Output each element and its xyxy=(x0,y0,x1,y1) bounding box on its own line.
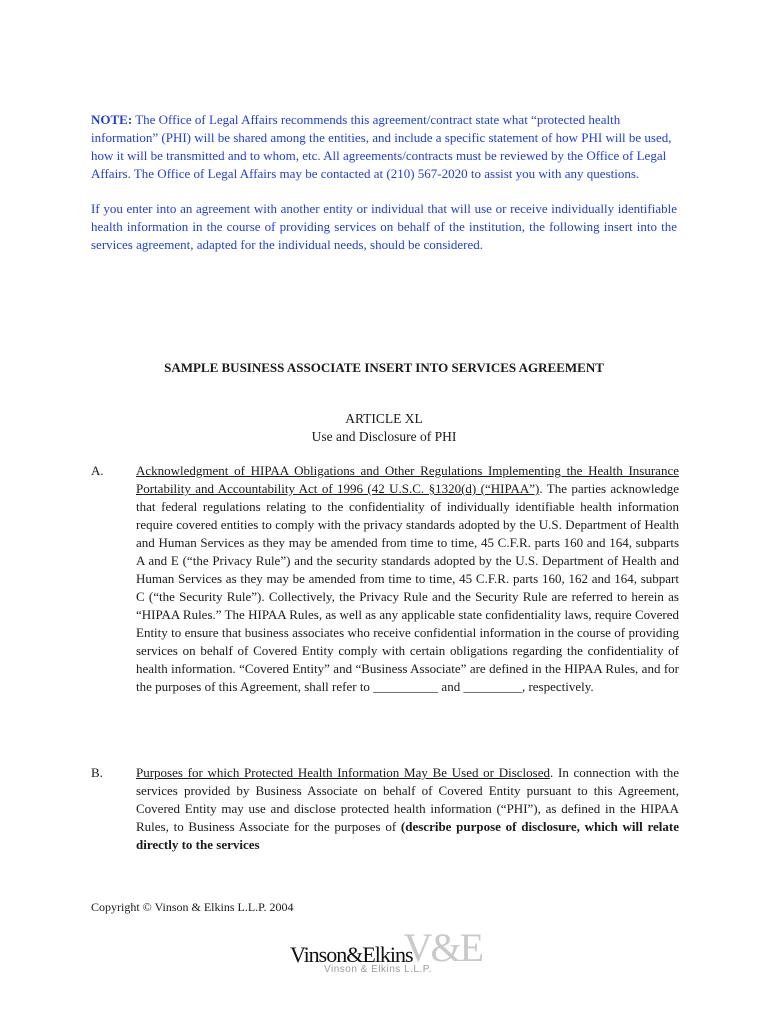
logo-watermark: V&E xyxy=(403,925,482,970)
note-label: NOTE: xyxy=(91,112,133,127)
section-b-letter: B. xyxy=(91,765,103,780)
section-b-body: Purposes for which Protected Health Information May Be Used or Disclosed. In connection with the services provided by Business Associate on behalf of Covered Entity pursuant to this Agreement, Covered Entity may use and disclose protected health information (“PHI”), as defined in the HIPAA Rules, to Business Associate for the purposes of (describe purpose of disclosure, which will relate directly to the services xyxy=(136,765,680,852)
section-b xyxy=(91,764,679,854)
note-paragraph-2: If you enter into an agreement with another entity or individual that will use or receive individually identifiable health information in the course of providing services on behalf of the institution, the following insert into the services agreement, adapted for the individual needs, should be considered. xyxy=(91,201,677,252)
legal-note xyxy=(91,111,677,254)
note-text: The Office of Legal Affairs recommends this agreement/contract state what “protected health information” (PHI) will be shared among the entities, and include a specific statement of how PHI will be used, how it will be transmitted and to whom, etc. All agreements/contracts must be reviewed by the Office of Legal Affairs. The Office of Legal Affairs may be contacted at (210) 567-2020 to assist you with any questions. xyxy=(91,112,672,181)
copyright-notice: Copyright © Vinson & Elkins L.L.P. 2004 xyxy=(91,900,294,914)
article-header xyxy=(91,410,677,446)
logo-name: Vinson&Elkins xyxy=(290,942,413,967)
logo-subtitle: Vinson & Elkins L.L.P. xyxy=(324,964,432,975)
note-paragraph xyxy=(91,111,677,183)
section-a-letter: A. xyxy=(91,463,104,478)
article-number: ARTICLE XL xyxy=(345,411,423,426)
section-a-text: The parties acknowledge that federal regulations relating to the confidentiality of individually identifiable health information require covered entities to comply with the privacy standards adopted by the U.S. Department of Health and Human Services as they may be amended from time to time, 45 C.F.R. parts 160 and 164, subparts A and E (“the Privacy Rule”) and the security standards adopted by the U.S. Department of Health and Human Services as they may be amended from time to time, 45 C.F.R. parts 160, 162 and 164, subpart C (“the Security Rule”). Collectively, the Privacy Rule and the Security Rule are referred to herein as “HIPAA Rules.” The HIPAA Rules, as well as any applicable state confidentiality laws, require Covered Entity to ensure that business associates who receive confidential information in the course of providing services on behalf of Covered Entity comply with certain obligations regarding the confidentiality of health information. “Covered Entity” and “Business Associate” are defined in the HIPAA Rules, and for the purposes of this Agreement, shall refer to __________ and _________, respectively. xyxy=(136,481,679,694)
article-title: Use and Disclosure of PHI xyxy=(311,429,457,444)
firm-logo xyxy=(290,925,490,978)
document-title: SAMPLE BUSINESS ASSOCIATE INSERT INTO SERVICES AGREEMENT xyxy=(164,360,604,375)
section-a-heading: Acknowledgment of HIPAA Obligations and Other Regulations Implementing the Health Insurance Portability and Accountability Act of 1996 (42 U.S.C. §1320(d) (“HIPAA”) xyxy=(136,463,679,496)
section-b-heading: Purposes for which Protected Health Information May Be Used or Disclosed xyxy=(136,765,550,780)
section-b-bold-tail: (describe purpose of disclosure, which will relate directly to the services xyxy=(136,819,679,852)
section-b-text: In connection with the services provided by Business Associate on behalf of Covered Entity pursuant to this Agreement, Covered Entity may use and disclose protected health information (“PHI”), as defined in the HIPAA Rules, to Business Associate for the purposes of xyxy=(136,765,680,834)
section-a xyxy=(91,462,679,696)
section-a-body: Acknowledgment of HIPAA Obligations and Other Regulations Implementing the Health Insurance Portability and Accountability Act of 1996 (42 U.S.C. §1320(d) (“HIPAA”). The parties acknowledge that federal regulations relating to the confidentiality of individually identifiable health information require covered entities to comply with the privacy standards adopted by the U.S. Department of Health and Human Services as they may be amended from time to time, 45 C.F.R. parts 160 and 164, subparts A and E (“the Privacy Rule”) and the security standards adopted by the U.S. Department of Health and Human Services as they may be amended from time to time, 45 C.F.R. parts 160, 162 and 164, subpart C (“the Security Rule”). Collectively, the Privacy Rule and the Security Rule are referred to herein as “HIPAA Rules.” The HIPAA Rules, as well as any applicable state confidentiality laws, require Covered Entity to ensure that business associates who receive confidential information in the course of providing services on behalf of Covered Entity comply with certain obligations regarding the confidentiality of health information. “Covered Entity” and “Business Associate” are defined in the HIPAA Rules, and for the purposes of this Agreement, shall refer to __________ and _________, respectively. xyxy=(136,463,679,694)
